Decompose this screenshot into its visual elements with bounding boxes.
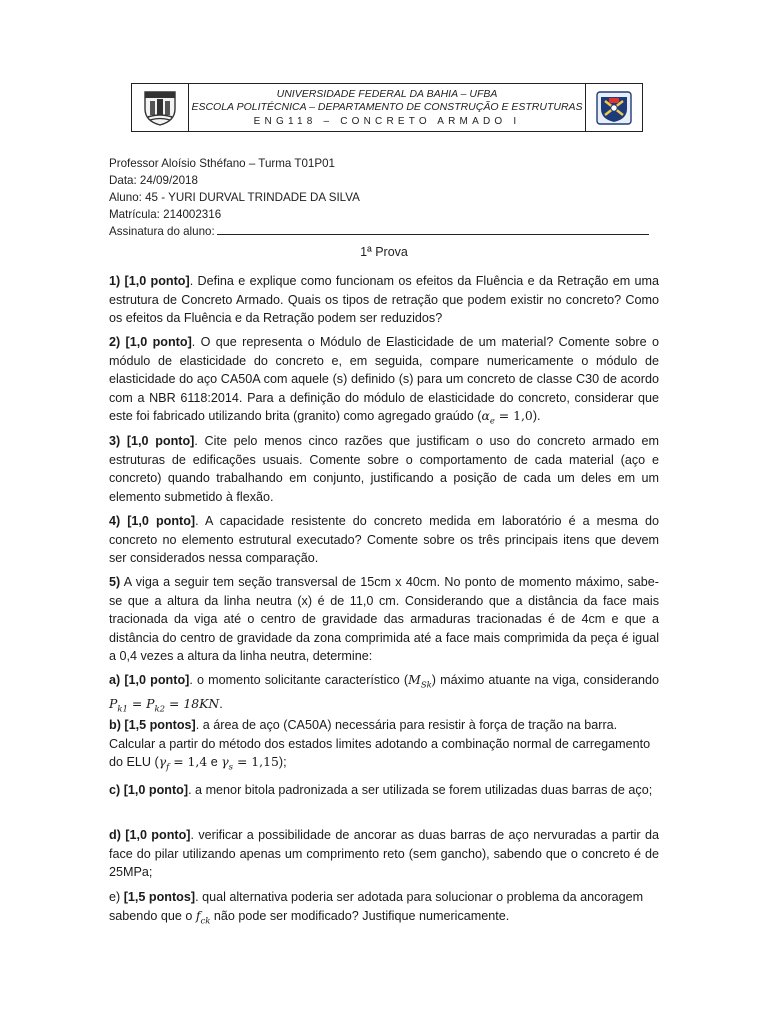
question-5d-label: d) [1,0 ponto] (109, 828, 191, 842)
signature-line (109, 223, 649, 240)
question-5a-msk: $M_{Sk}$ (408, 672, 432, 691)
question-5-text: A viga a seguir tem seção transversal de 15cm x 40cm. No ponto de momento máximo, sabe-se que a altura da linha neutra (x) é de 11,0 cm. Considerando que a distância da face mais tracionada da viga até o centro de gravidade das armaduras tracionadas é de 4cm e que a distância do centro de gravidade da zona comprimida até a face mais comprimida da peça é igual a 0,4 vezes a altura da linha neutra, determine: (109, 575, 659, 663)
university-name: UNIVERSIDADE FEDERAL DA BAHIA – UFBA (276, 87, 498, 100)
question-1-text: . Defina e explique como funcionam os efeitos da Fluência e da Retração em uma estrutura de Concreto Armado. Quais os tipos de retração que podem existir no concreto? Como os efeitos da Fluência e da Retração podem ser reduzidos? (109, 274, 660, 325)
header-text (189, 84, 585, 131)
question-5a-text-2: ) máximo atuante na viga, considerando (431, 673, 660, 687)
question-5c-text: . a menor bitola padronizada a ser utilizada se forem utilizadas duas barras de aço; (188, 783, 653, 797)
question-5b (109, 716, 659, 777)
question-5e-label: [1,5 pontos] (123, 890, 196, 904)
question-5a (109, 671, 659, 719)
question-5b-end: ); (278, 755, 287, 769)
question-3-text: . Cite pelo menos cinco razões que justificam o uso do concreto armado em estruturas de edificações usuais. Comente sobre o comportamento de cada material (aço e concreto) quando trabalhando em conjunto, justificando a posição de cada um deles em um elemento submetido à flexão. (109, 434, 659, 504)
question-5a-loads: $P_{k1} = P_{k2} = 18KN$ (109, 695, 220, 715)
question-5b-label: b) [1,5 pontos] (109, 718, 196, 732)
question-5a-end: . (219, 696, 223, 711)
question-5a-label: a) [1,0 ponto] (109, 673, 190, 687)
question-5-label: 5) (109, 575, 121, 589)
question-5c (109, 781, 659, 800)
question-2-label: 2) [1,0 ponto] (109, 335, 192, 349)
question-2 (109, 333, 659, 431)
student-line: Aluno: 45 - YURI DURVAL TRINDADE DA SILVA (109, 191, 360, 204)
student-info (109, 155, 649, 240)
ufba-shield-icon (142, 89, 178, 127)
institution-header (131, 83, 643, 132)
question-3 (109, 432, 659, 506)
question-1 (109, 272, 659, 328)
question-5a-text: . o momento solicitante característico ( (189, 673, 409, 687)
question-5e-text-2: não pode ser modificado? Justifique numericamente. (210, 908, 510, 923)
question-2-end: ). (532, 409, 541, 423)
question-5e-fck: $f_{ck}$ (195, 907, 211, 926)
question-3-label: 3) [1,0 ponto] (109, 434, 195, 448)
signature-label: Assinatura do aluno: (109, 225, 215, 238)
question-5d-text: . verificar a possibilidade de ancorar as duas barras de aço nervuradas a partir da face do pilar utilizando apenas um comprimento reto (sem gancho), sabendo que o concreto é de 25MPa; (109, 828, 659, 879)
exam-title: 1ª Prova (360, 245, 408, 259)
question-1-label: 1) [1,0 ponto] (109, 274, 190, 288)
question-5b-and: e (207, 755, 222, 769)
question-5d (109, 826, 659, 882)
professor-line: Professor Aloísio Sthéfano – Turma T01P01 (109, 157, 335, 170)
question-4-label: 4) [1,0 ponto] (109, 514, 196, 528)
question-5b-gamma-s: $\gamma_s = 1,15$ (221, 754, 279, 773)
question-5b-gamma-f: $\gamma_f = 1,4$ (158, 754, 208, 773)
course-name: ENG118 – CONCRETO ARMADO I (253, 115, 521, 127)
question-2-alpha: $\alpha_e = 1,0$ (481, 408, 533, 427)
question-5c-label: c) [1,0 ponto] (109, 783, 189, 797)
question-5 (109, 573, 659, 666)
registration-line: Matrícula: 214002316 (109, 208, 222, 221)
escola-politecnica-crest-icon (593, 89, 635, 127)
question-5e-text: . qual alternativa poderia ser adotada para solucionar o problema da ancoragem sabendo que o (109, 890, 644, 923)
date-line: Data: 24/09/2018 (109, 174, 198, 187)
right-logo-cell (585, 84, 642, 131)
left-logo-cell (132, 84, 189, 131)
school-name: ESCOLA POLITÉCNICA – DEPARTAMENTO DE CONSTRUÇÃO E ESTRUTURAS (191, 100, 583, 113)
question-2-text: . O que representa o Módulo de Elasticidade de um material? Comente sobre o módulo de elasticidade do concreto e, em seguida, compare numericamente o módulo de elasticidade do aço CA50A com aquele (s) definido (s) para um concreto de classe C30 de acordo com a NBR 6118:2014. Para a definição do módulo de elasticidade do concreto, considerar que este foi fabricado utilizando brita (granito) como agregado graúdo ( (109, 335, 659, 423)
question-5b-text: . a área de aço (CA50A) necessária para resistir à força de tração na barra. Calcular a partir do método dos estados limites adotando a combinação normal de carregamento do ELU ( (109, 718, 651, 769)
question-4-text: . A capacidade resistente do concreto medida em laboratório é a mesma do concreto no elemento estrutural executado? Comente sobre os três principais itens que devem ser considerados nessa comparação. (109, 514, 660, 565)
question-5e-prefix: e) (109, 890, 124, 904)
signature-field[interactable] (217, 223, 649, 235)
question-4 (109, 512, 659, 568)
question-5e (109, 888, 659, 930)
